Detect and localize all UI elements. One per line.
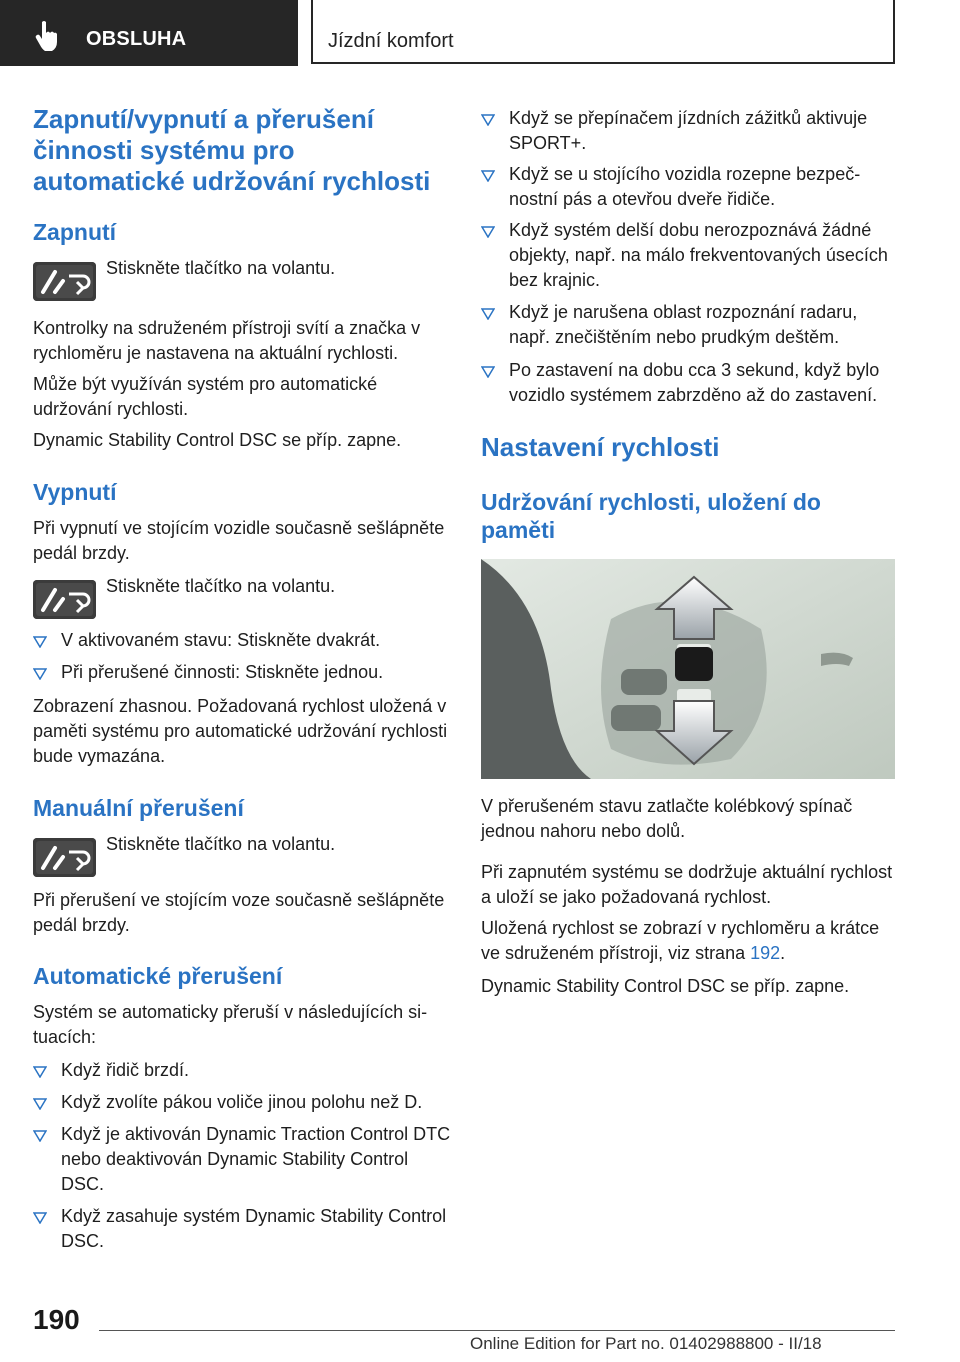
heading-nastaveni: Nastavení rychlosti bbox=[481, 432, 720, 462]
list-item: Když je narušena oblast rozpoznání radaru, např. znečištěním nebo prudkým deštěm. bbox=[481, 300, 899, 350]
steering-wheel-rocker-switch-image bbox=[481, 559, 895, 779]
list-item: Když je aktivován Dynamic Traction Control DTC nebo deaktivován Dynamic Stability Control DSC. bbox=[33, 1122, 453, 1197]
list-item: Když zasahuje systém Dynamic Stability Control DSC. bbox=[33, 1204, 453, 1254]
heading-zapnuti: Zapnutí bbox=[33, 219, 117, 245]
triangle-bullet-icon bbox=[33, 636, 47, 648]
list-item: V aktivovaném stavu: Stiskněte dvakrát. bbox=[33, 628, 453, 653]
triangle-bullet-icon bbox=[481, 226, 495, 238]
triangle-bullet-icon bbox=[481, 114, 495, 126]
paragraph: V přerušeném stavu zatlačte kolébkový spínač jednou nahoru nebo dolů. bbox=[481, 796, 853, 841]
footer-edition: Online Edition for Part no. 01402988800 - II/18 bbox=[470, 1334, 822, 1353]
main-heading: Zapnutí/vypnutí a přerušení činnosti systému pro automatické udržování rychlosti bbox=[33, 104, 431, 196]
footer-rule bbox=[99, 1330, 895, 1331]
section-title: OBSLUHA bbox=[86, 28, 187, 50]
hand-pointer-icon bbox=[30, 18, 66, 54]
triangle-bullet-icon bbox=[481, 170, 495, 182]
list-item: Po zastavení na dobu cca 3 sekund, když bylo vozidlo systémem zabrzděno až do zastavení. bbox=[481, 358, 899, 408]
cruise-control-button-icon bbox=[33, 838, 96, 877]
page-number: 190 bbox=[33, 1304, 80, 1335]
heading-manualni: Manuální přerušení bbox=[33, 795, 244, 821]
header-divider-right bbox=[893, 0, 895, 64]
triangle-bullet-icon bbox=[481, 308, 495, 320]
list-item: Když zvolíte pákou voliče jinou polohu než D. bbox=[33, 1090, 453, 1115]
triangle-bullet-icon bbox=[33, 1130, 47, 1142]
button-instruction: Stiskněte tlačítko na volantu. bbox=[106, 258, 336, 278]
chapter-title: Jízdní komfort bbox=[328, 30, 454, 52]
header-divider bbox=[311, 0, 313, 64]
heading-vypnuti: Vypnutí bbox=[33, 479, 117, 505]
list-item: Když řidič brzdí. bbox=[33, 1058, 453, 1083]
triangle-bullet-icon bbox=[481, 366, 495, 378]
button-instruction: Stiskněte tlačítko na volantu. bbox=[106, 834, 336, 854]
triangle-bullet-icon bbox=[33, 668, 47, 680]
triangle-bullet-icon bbox=[33, 1098, 47, 1110]
paragraph: Zobrazení zhasnou. Požadovaná rychlost uložená v paměti systému pro automatické udržování rychlosti bude vymazána. bbox=[33, 696, 448, 766]
triangle-bullet-icon bbox=[33, 1212, 47, 1224]
paragraph: Uložená rychlost se zobrazí v rychloměru a krátce ve sdruženém přístroji, viz strana 192. bbox=[481, 918, 880, 963]
paragraph: Kontrolky na sdruženém přístroji svítí a značka v rychloměru je nastavena na aktuální rychlosti. bbox=[33, 318, 421, 363]
triangle-bullet-icon bbox=[33, 1066, 47, 1078]
list-item: Když se u stojícího vozidla rozepne bezpečnostní pás a otevřou dveře řidiče. bbox=[481, 162, 899, 212]
heading-automaticke: Automatické přerušení bbox=[33, 963, 283, 989]
cruise-control-button-icon bbox=[33, 262, 96, 301]
paragraph: Může být využíván systém pro automatické udržování rychlosti. bbox=[33, 374, 378, 419]
page-link[interactable]: 192 bbox=[750, 943, 781, 963]
cruise-control-button-icon bbox=[33, 580, 96, 619]
section-tab bbox=[0, 0, 298, 66]
header-underline bbox=[311, 62, 895, 64]
heading-udrzovani: Udržování rychlosti, uložení do paměti bbox=[481, 489, 821, 543]
paragraph: Při přerušení ve stojícím voze současně sešlápněte pedál brzdy. bbox=[33, 890, 445, 935]
paragraph: Dynamic Stability Control DSC se příp. zapne. bbox=[481, 976, 850, 996]
paragraph: Dynamic Stability Control DSC se příp. zapne. bbox=[33, 430, 402, 450]
list-item: Když se přepínačem jízdních zážitků aktivuje SPORT+. bbox=[481, 106, 899, 156]
paragraph: Při zapnutém systému se dodržuje aktuální rychlost a uloží se jako požadovaná rychlost. bbox=[481, 862, 893, 907]
paragraph: Systém se automaticky přeruší v následujících situacích: bbox=[33, 1002, 428, 1047]
button-instruction: Stiskněte tlačítko na volantu. bbox=[106, 576, 336, 596]
list-item: Když systém delší dobu nerozpoznává žádné objekty, např. na málo frekventovaných úsecích bez krajnic. bbox=[481, 218, 899, 293]
paragraph: Při vypnutí ve stojícím vozidle současně sešlápněte pedál brzdy. bbox=[33, 518, 445, 563]
list-item: Při přerušené činnosti: Stiskněte jednou. bbox=[33, 660, 453, 685]
